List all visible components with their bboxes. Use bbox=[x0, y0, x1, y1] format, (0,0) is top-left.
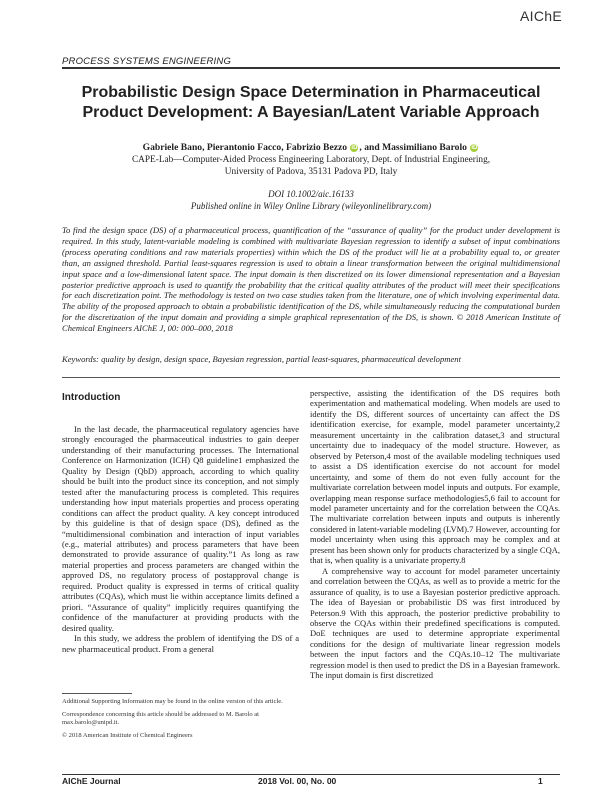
footnote-copyright: © 2018 American Institute of Chemical Engineers bbox=[62, 732, 193, 739]
page-number: 1 bbox=[538, 776, 543, 786]
paragraph: In the last decade, the pharmaceutical regulatory agencies have strongly encouraged the pharmaceutical industries to gain deeper understanding of their manufacturing processes. The International Conference on Harmonization (ICH) Q8 guideline1 emphasized the Quality by Design (QbD) approach, according to which quality should be built into the product since its conception, and not simply tested after the manufacturing process is completed. This requires understanding how input materials properties and process operating conditions can affect the product quality. A key concept introduced by this guideline is that of design space (DS), defined as the “multidimensional combination and interaction of input variables (e.g., material attributes) and process parameters that have been demonstrated to provide assurance of quality.”1 As long as raw material properties and process parameters are changed within the approved DS, no regulatory process of postapproval change is required. Product quality is expressed in terms of critical quality attributes (CQAs), which must lie within acceptance limits defined a priori. “Assurance of quality” implicitly requires quantifying the confidence of the manufacturer at providing products with the desired quality. bbox=[62, 424, 299, 633]
right-column bbox=[310, 388, 560, 681]
affiliation bbox=[62, 155, 560, 178]
paragraph: A comprehensive way to account for model parameter uncertainty and correlation between the CQAs, as well as to provide a metric for the assurance of quality, is to use a Bayesian posterior predictive approach. The idea of Bayesian or probabilistic DS was first introduced by Peterson.9 With this approach, the posterior predictive probability to observe the CQAs within their predefined specifications is computed. DoE techniques are used to determine appropriate experimental conditions for the design of multivariate linear regression models between the input factors and the CQAs.10–12 The multivariate regression model is then used to predict the DS in a Bayesian framework. The input domain is first discretized bbox=[310, 565, 560, 681]
orcid-icon[interactable]: iD bbox=[471, 145, 478, 151]
title-line-1: Probabilistic Design Space Determination in Pharmaceutical bbox=[81, 84, 541, 101]
orcid-icon[interactable]: iD bbox=[351, 145, 358, 151]
footnote-divider bbox=[62, 693, 132, 694]
keywords: Keywords: quality by design, design space, Bayesian regression, partial least-squares, pharmaceutical development bbox=[62, 354, 461, 364]
title-line-2: Product Development: A Bayesian/Latent Variable Approach bbox=[82, 104, 540, 121]
left-column bbox=[62, 424, 299, 654]
affiliation-line-1: CAPE-Lab—Computer-Aided Process Engineering Laboratory, Dept. of Industrial Engineering, bbox=[131, 155, 491, 165]
introduction-heading: Introduction bbox=[62, 392, 121, 403]
published-online: Published online in Wiley Online Library (wileyonlinelibrary.com) bbox=[190, 200, 432, 211]
paragraph: perspective, assisting the identification of the DS requires both experimentation and mathematical modeling. When models are used to identify the DS, different sources of uncertainty can affect the DS identification exercise, for example, model parameter uncertainty,2 measurement uncertainty in the calibration dataset,3 and structural uncertainty due to inadequacy of the model structure. However, as observed by Peterson,4 most of the available modeling techniques used to assist a DS identification exercise do not account for model uncertainty, and some of them do not even fully account for the multivariate correlation between model inputs and outputs. For example, overlapping mean response surface methodologies5,6 fail to account for model parameter uncertainty and for the correlation between the CQAs. The multivariate correlation between inputs and outputs is inherently considered in latent-variable modeling (LVM).7 However, accounting for model uncertainty when using this approach may be complex and at present has been shown only for products characterized by a single CQA, that is, when quality is a univariate property.8 bbox=[310, 388, 560, 566]
footnotes bbox=[62, 698, 299, 745]
affiliation-line-2: University of Padova, 35131 Padova PD, Italy bbox=[224, 166, 398, 177]
doi-block bbox=[62, 189, 560, 212]
top-divider bbox=[62, 67, 560, 69]
author-list bbox=[62, 142, 560, 153]
abstract: To find the design space (DS) of a pharmaceutical process, quantification of the “assurance of quality” for the product under development is required. In this study, latent-variable modeling is combined with multivariate Bayesian regression to identify a subset of input combinations (process operating conditions and raw materials properties) within which the DS of the product will lie at a probability equal to, or greater than, an assigned threshold. Partial least-squares regression is used to obtain a linear transformation between the original multidimensional input space and a low-dimensional latent space. The input domain is then discretized on its lower dimensional representation and a Bayesian posterior predictive approach is used to quantify the probability that the critical quality attributes of the product will meet their specifications for each discretization point. The methodology is tested on two case studies taken from the literature, one of which involving experimental data. The ability of the proposed approach to obtain a probabilistic identification of the DS, while simultaneously reducing the computational burden for the discretization of the input domain and providing a simple graphical representation of the DS, is shown. © 2018 American Institute of Chemical Engineers AIChE J, 00: 000–000, 2018 bbox=[62, 225, 560, 334]
footer-issue: 2018 Vol. 00, No. 00 bbox=[258, 776, 337, 786]
footnote-supporting-info: Additional Supporting Information may be found in the online version of this article. bbox=[62, 698, 283, 705]
footnote-correspondence: Correspondence concerning this article should be addressed to M. Barolo at max.barolo@unipd.it. bbox=[62, 711, 259, 726]
section-label: PROCESS SYSTEMS ENGINEERING bbox=[62, 56, 232, 67]
authors-part-2: , and Massimiliano Barolo bbox=[359, 142, 467, 153]
paragraph: In this study, we address the problem of identifying the DS of a new pharmaceutical product. From a general bbox=[62, 633, 299, 654]
abstract-divider bbox=[62, 377, 560, 378]
footer-divider bbox=[62, 774, 560, 775]
journal-logo: AIChE bbox=[520, 8, 562, 24]
footer-journal: AIChE Journal bbox=[62, 776, 121, 786]
authors-part-1: Gabriele Bano, Pierantonio Facco, Fabrizio Bezzo bbox=[142, 142, 348, 153]
article-title bbox=[62, 83, 560, 123]
doi-link[interactable]: DOI 10.1002/aic.16133 bbox=[268, 189, 354, 199]
